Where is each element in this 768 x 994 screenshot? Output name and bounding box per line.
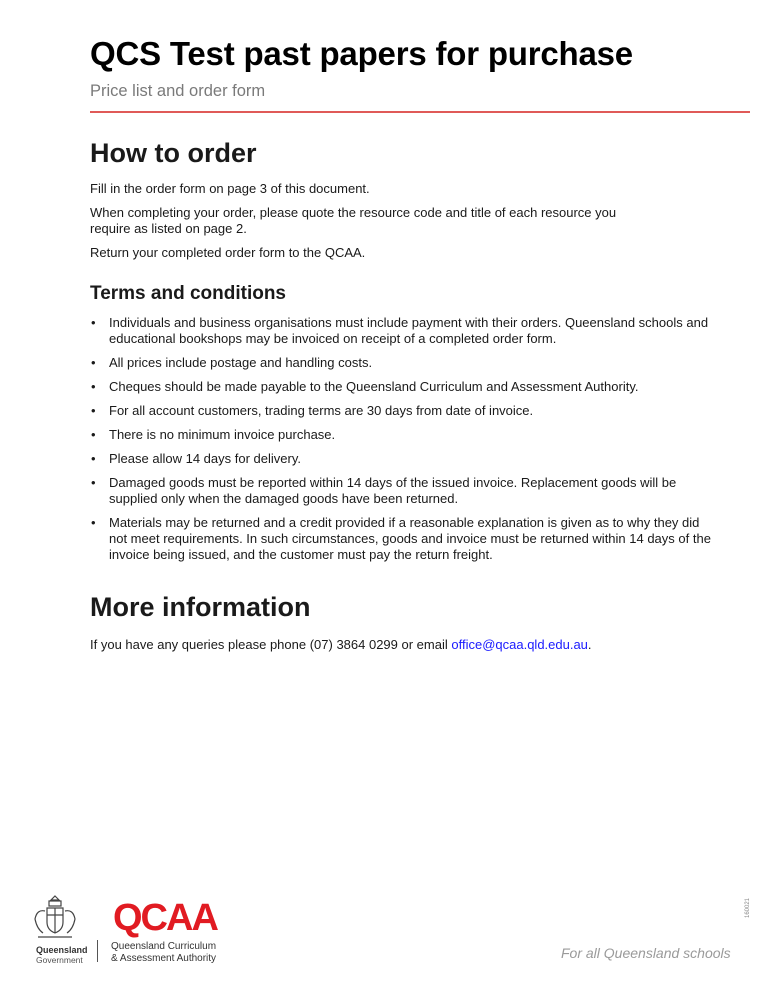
bullet-icon: •	[91, 515, 96, 530]
bullet-icon: •	[91, 475, 96, 490]
qcaa-name-line1: Queensland Curriculum	[111, 941, 217, 952]
bullet-icon: •	[91, 451, 96, 466]
bullet-icon: •	[91, 427, 96, 442]
contact-paragraph: If you have any queries please phone (07) 3864 0299 or email office@qcaa.qld.edu.au.	[90, 637, 592, 652]
terms-list	[90, 315, 720, 571]
bullet-icon: •	[91, 315, 96, 330]
list-item: • Damaged goods must be reported within 14 days of the issued invoice. Replacement goods will be supplied only when the damaged goods have been returned.	[91, 475, 677, 506]
qcaa-name-line2: & Assessment Authority	[111, 953, 217, 964]
list-item: • Individuals and business organisations must include payment with their orders. Queensland schools and educational bookshops may be invoiced on receipt of a completed order form.	[91, 315, 709, 346]
paragraph-return-form: Return your completed order form to the QCAA.	[90, 245, 366, 260]
document-title: QCS Test past papers for purchase	[90, 35, 633, 72]
heading-more-information: More information	[90, 592, 311, 622]
bullet-icon: •	[91, 403, 96, 418]
list-item: • All prices include postage and handling costs.	[91, 355, 373, 370]
footer-divider	[97, 940, 98, 962]
list-item: • There is no minimum invoice purchase.	[91, 427, 336, 442]
government-label: Government	[36, 955, 83, 965]
qcaa-logo: QCAA	[113, 897, 217, 939]
email-link[interactable]: office@qcaa.qld.edu.au	[451, 637, 588, 652]
bullet-icon: •	[91, 355, 96, 370]
heading-terms: Terms and conditions	[90, 283, 287, 304]
footer-tagline: For all Queensland schools	[561, 945, 731, 961]
document-subtitle: Price list and order form	[90, 82, 266, 100]
list-item: • Cheques should be made payable to the Queensland Curriculum and Assessment Authority.	[91, 379, 639, 394]
list-item: • Please allow 14 days for delivery.	[91, 451, 301, 466]
paragraph-fill-in: Fill in the order form on page 3 of this document.	[90, 181, 370, 196]
list-item: • Materials may be returned and a credit provided if a reasonable explanation is given as to why they did not meet requirements. In such circumstances, goods and invoice must be returned within 14 days of the invoice being issued, and the customer must pay the return freight.	[91, 515, 711, 562]
header-rule	[90, 111, 750, 113]
list-item: • For all account customers, trading terms are 30 days from date of invoice.	[91, 403, 534, 418]
bullet-icon: •	[91, 379, 96, 394]
document-code: 160021	[745, 897, 751, 918]
queensland-label: Queensland	[36, 945, 88, 955]
heading-how-to-order: How to order	[90, 138, 257, 168]
paragraph-quote-code: When completing your order, please quote the resource code and title of each resource you require as listed on page 2.	[90, 205, 617, 236]
queensland-coat-of-arms-icon	[30, 893, 80, 943]
